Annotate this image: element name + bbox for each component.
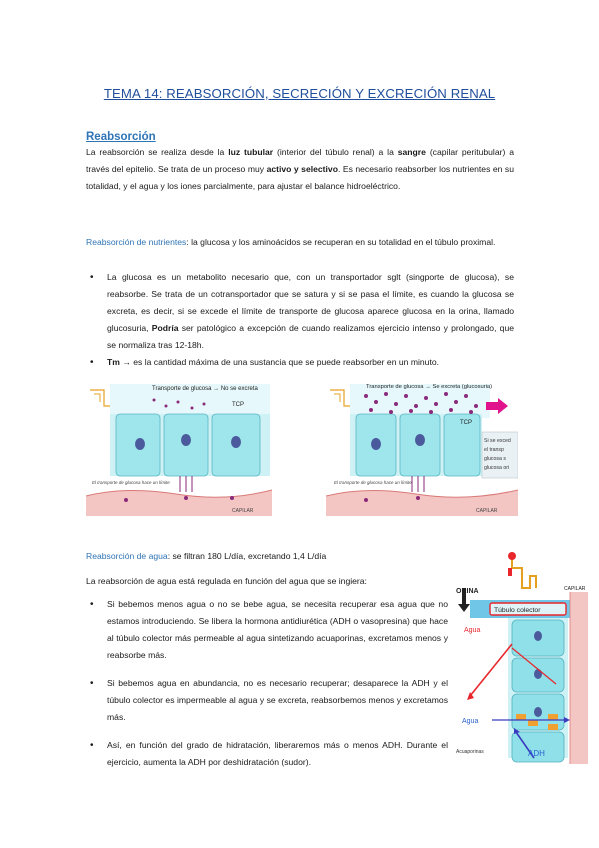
reabsorcion-paragraph: La reabsorción se realiza desde la luz tubular (interior del túbulo renal) a la sangre (capilar peritubular) a través del epitelio. Se trata de un proceso muy activo y selectivo. Es necesario reabsorber los nutrientes en su totalidad, y el agua y los iones parcialmente, para ajustar el balance hidroeléctrico. xyxy=(86,147,514,191)
fig3-orina-label: ORINA xyxy=(456,588,479,595)
fig3-capilar-label: CAPILAR xyxy=(564,586,586,592)
agua-intro: La reabsorción de agua está regulada en función del agua que se ingiera: xyxy=(86,576,367,586)
section-heading-reabsorcion: Reabsorción xyxy=(86,131,156,143)
fig2-capilar-label: CAPILAR xyxy=(476,508,498,514)
glucose-transport-figure-normal xyxy=(86,378,272,518)
fig2-box-line1: Si se exced xyxy=(484,438,511,444)
list-item: • Tm → es la cantidad máxima de una sustancia que se puede reabsorber en un minuto. xyxy=(90,354,514,371)
glucose-transport-figure-glucosuria xyxy=(326,378,518,518)
agua-label: Reabsorción de agua xyxy=(86,551,168,561)
fig2-caption: Transporte de glucosa → Se excreta (glucosuria) xyxy=(366,384,493,390)
list-item: • Así, en función del grado de hidratación, liberaremos más o menos ADH. Durante el ejercicio, aumenta la ADH por deshidratación (sudor). xyxy=(90,737,448,771)
fig1-caption: Transporte de glucosa → No se excreta xyxy=(152,386,258,392)
fig3-agua-label-2: Agua xyxy=(462,718,479,725)
nutrientes-label: Reabsorción de nutrientes xyxy=(86,237,187,247)
nutrientes-list xyxy=(90,269,514,371)
fig2-tcp-label: TCP xyxy=(460,420,472,426)
fig1-capilar-label: CAPILAR xyxy=(232,508,254,514)
fig1-note: El transporte de glucosa hace un límite xyxy=(92,480,170,485)
fig3-acuaporinas-label: Acuaporinas xyxy=(456,749,484,755)
fig2-box-line2: el transp xyxy=(484,447,504,453)
fig2-box-line3: glucosa s xyxy=(484,456,506,462)
list-item: • Si bebemos menos agua o no se bebe agua, se necesita recuperar esa agua que no estamos introduciendo. Se libera la hormona antidiurética (ADH o vasopresina) que hace al túbulo colector más permeable al agua sintetizando acuaporinas, excretamos menos y reabsorbe más. xyxy=(90,596,448,664)
fig3-tubulo-label: Túbulo colector xyxy=(494,607,541,614)
list-item: • La glucosa es un metabolito necesario que, con un transportador sglt (singporte de glucosa), se reabsorbe. Se trata de un cotransportador que se satura y si se pasa el límite, es cuando la glucosa se excreta, es decir, si se excede el límite de transporte de glucosa aparece glucosa en la orina, llamado glucosuria, Podría ser patológico a excepción de cuando realizamos ejercicio intenso y prolongado, que se normaliza tras 12-18h. xyxy=(90,269,514,354)
agua-heading-line: Reabsorción de agua: se filtran 180 L/día, excretando 1,4 L/día xyxy=(86,551,327,561)
collecting-duct-figure xyxy=(452,548,590,766)
nutrientes-paragraph: Reabsorción de nutrientes: la glucosa y los aminoácidos se recuperan en su totalidad en el túbulo proximal. xyxy=(86,237,496,247)
agua-list xyxy=(90,596,448,771)
page-title: TEMA 14: REABSORCIÓN, SECRECIÓN Y EXCRECIÓN RENAL xyxy=(103,86,496,101)
fig2-note: El transporte de glucosa hace un límite xyxy=(334,480,412,485)
fig2-box-line4: glucosa ori xyxy=(484,465,510,471)
list-item: • Si bebemos agua en abundancia, no es necesario recuperar; desaparece la ADH y el túbulo colector es impermeable al agua y se excreta, reabsorbemos menos y excretamos más. xyxy=(90,675,448,726)
fig3-adh-label: ADH xyxy=(528,749,545,758)
fig3-agua-label-1: Agua xyxy=(464,627,481,634)
fig1-tcp-label: TCP xyxy=(232,402,244,408)
